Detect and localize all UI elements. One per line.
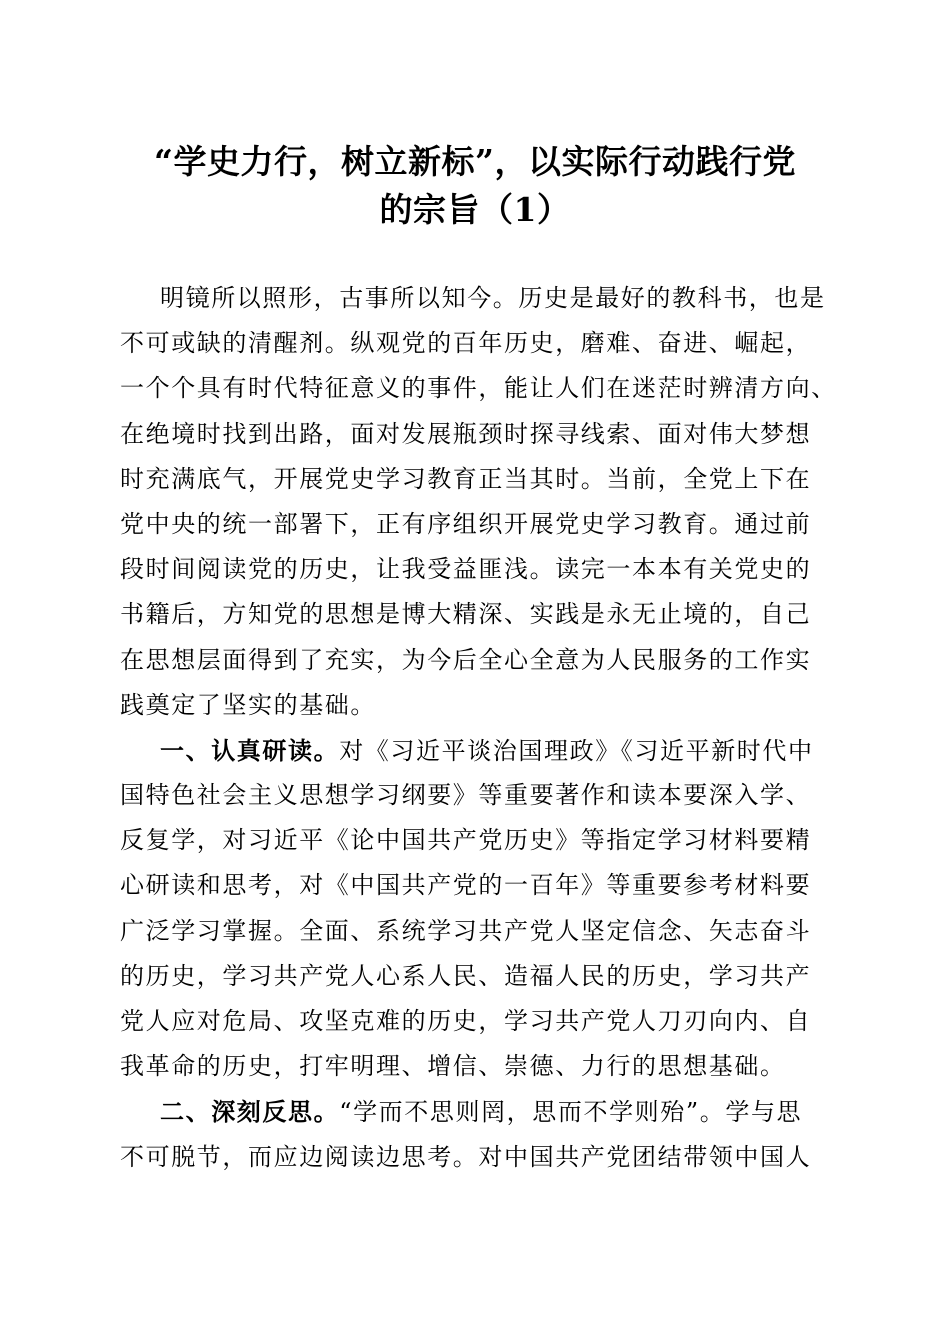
text-line: 书籍后，方知党的思想是博大精深、实践是永无止境的，自己: [120, 600, 812, 629]
section-first-line: 对《习近平谈治国理政》《习近平新时代中: [339, 736, 814, 765]
section-first-line: “学而不思则罔，思而不学则殆”。学与思: [339, 1098, 803, 1127]
text-line: 党中央的统一部署下，正有序组织开展党史学习教育。通过前: [120, 509, 812, 538]
document-body: [120, 276, 837, 1180]
text-line: 明镜所以照形，古事所以知今。历史是最好的教科书，也是: [160, 284, 826, 312]
text-line: 广泛学习掌握。全面、系统学习共产党人坚定信念、矢志奋斗: [120, 916, 812, 945]
text-line: 我革命的历史，打牢明理、增信、崇德、力行的思想基础。: [120, 1052, 786, 1081]
text-line: 在思想层面得到了充实，为今后全心全意为人民服务的工作实: [120, 645, 812, 674]
text-line: [120, 728, 830, 773]
text-line: 在绝境时找到出路，面对发展瓶颈时探寻线索、面对伟大梦想: [120, 419, 812, 448]
text-line: 段时间阅读党的历史，让我受益匪浅。读完一本本有关党史的: [120, 555, 812, 584]
title-line-1: “学史力行，树立新标”，以实际行动践行党: [154, 142, 796, 181]
title-line-2: 的宗旨（1）: [379, 190, 571, 229]
paragraph-section-2: [120, 1089, 830, 1179]
text-line: 党人应对危局、攻坚克难的历史，学习共产党人刀刃向内、自: [120, 1007, 812, 1035]
text-line: [120, 1089, 830, 1134]
section-heading: 二、深刻反思。: [160, 1097, 340, 1127]
text-line: 不可脱节，而应边阅读边思考。对中国共产党团结带领中国人: [120, 1142, 812, 1171]
text-line: 时充满底气，开展党史学习教育正当其时。当前，全党上下在: [120, 464, 812, 493]
text-line: 心研读和思考，对《中国共产党的一百年》等重要参考材料要: [120, 871, 812, 900]
text-line: 不可或缺的清醒剂。纵观党的百年历史，磨难、奋进、崛起，: [120, 329, 812, 358]
text-line: 反复学，对习近平《论中国共产党历史》等指定学习材料要精: [120, 826, 812, 855]
text-line: 国特色社会主义思想学习纲要》等重要著作和读本要深入学、: [120, 781, 812, 810]
paragraph-section-1: [120, 728, 830, 1090]
text-line: 一个个具有时代特征意义的事件，能让人们在迷茫时辨清方向、: [120, 374, 837, 403]
paragraph-intro: [120, 276, 837, 728]
text-line: 践奠定了坚实的基础。: [120, 690, 376, 719]
document-title: [110, 138, 840, 234]
text-line: 的历史，学习共产党人心系人民、造福人民的历史，学习共产: [120, 961, 812, 990]
section-heading: 一、认真研读。: [160, 735, 340, 765]
